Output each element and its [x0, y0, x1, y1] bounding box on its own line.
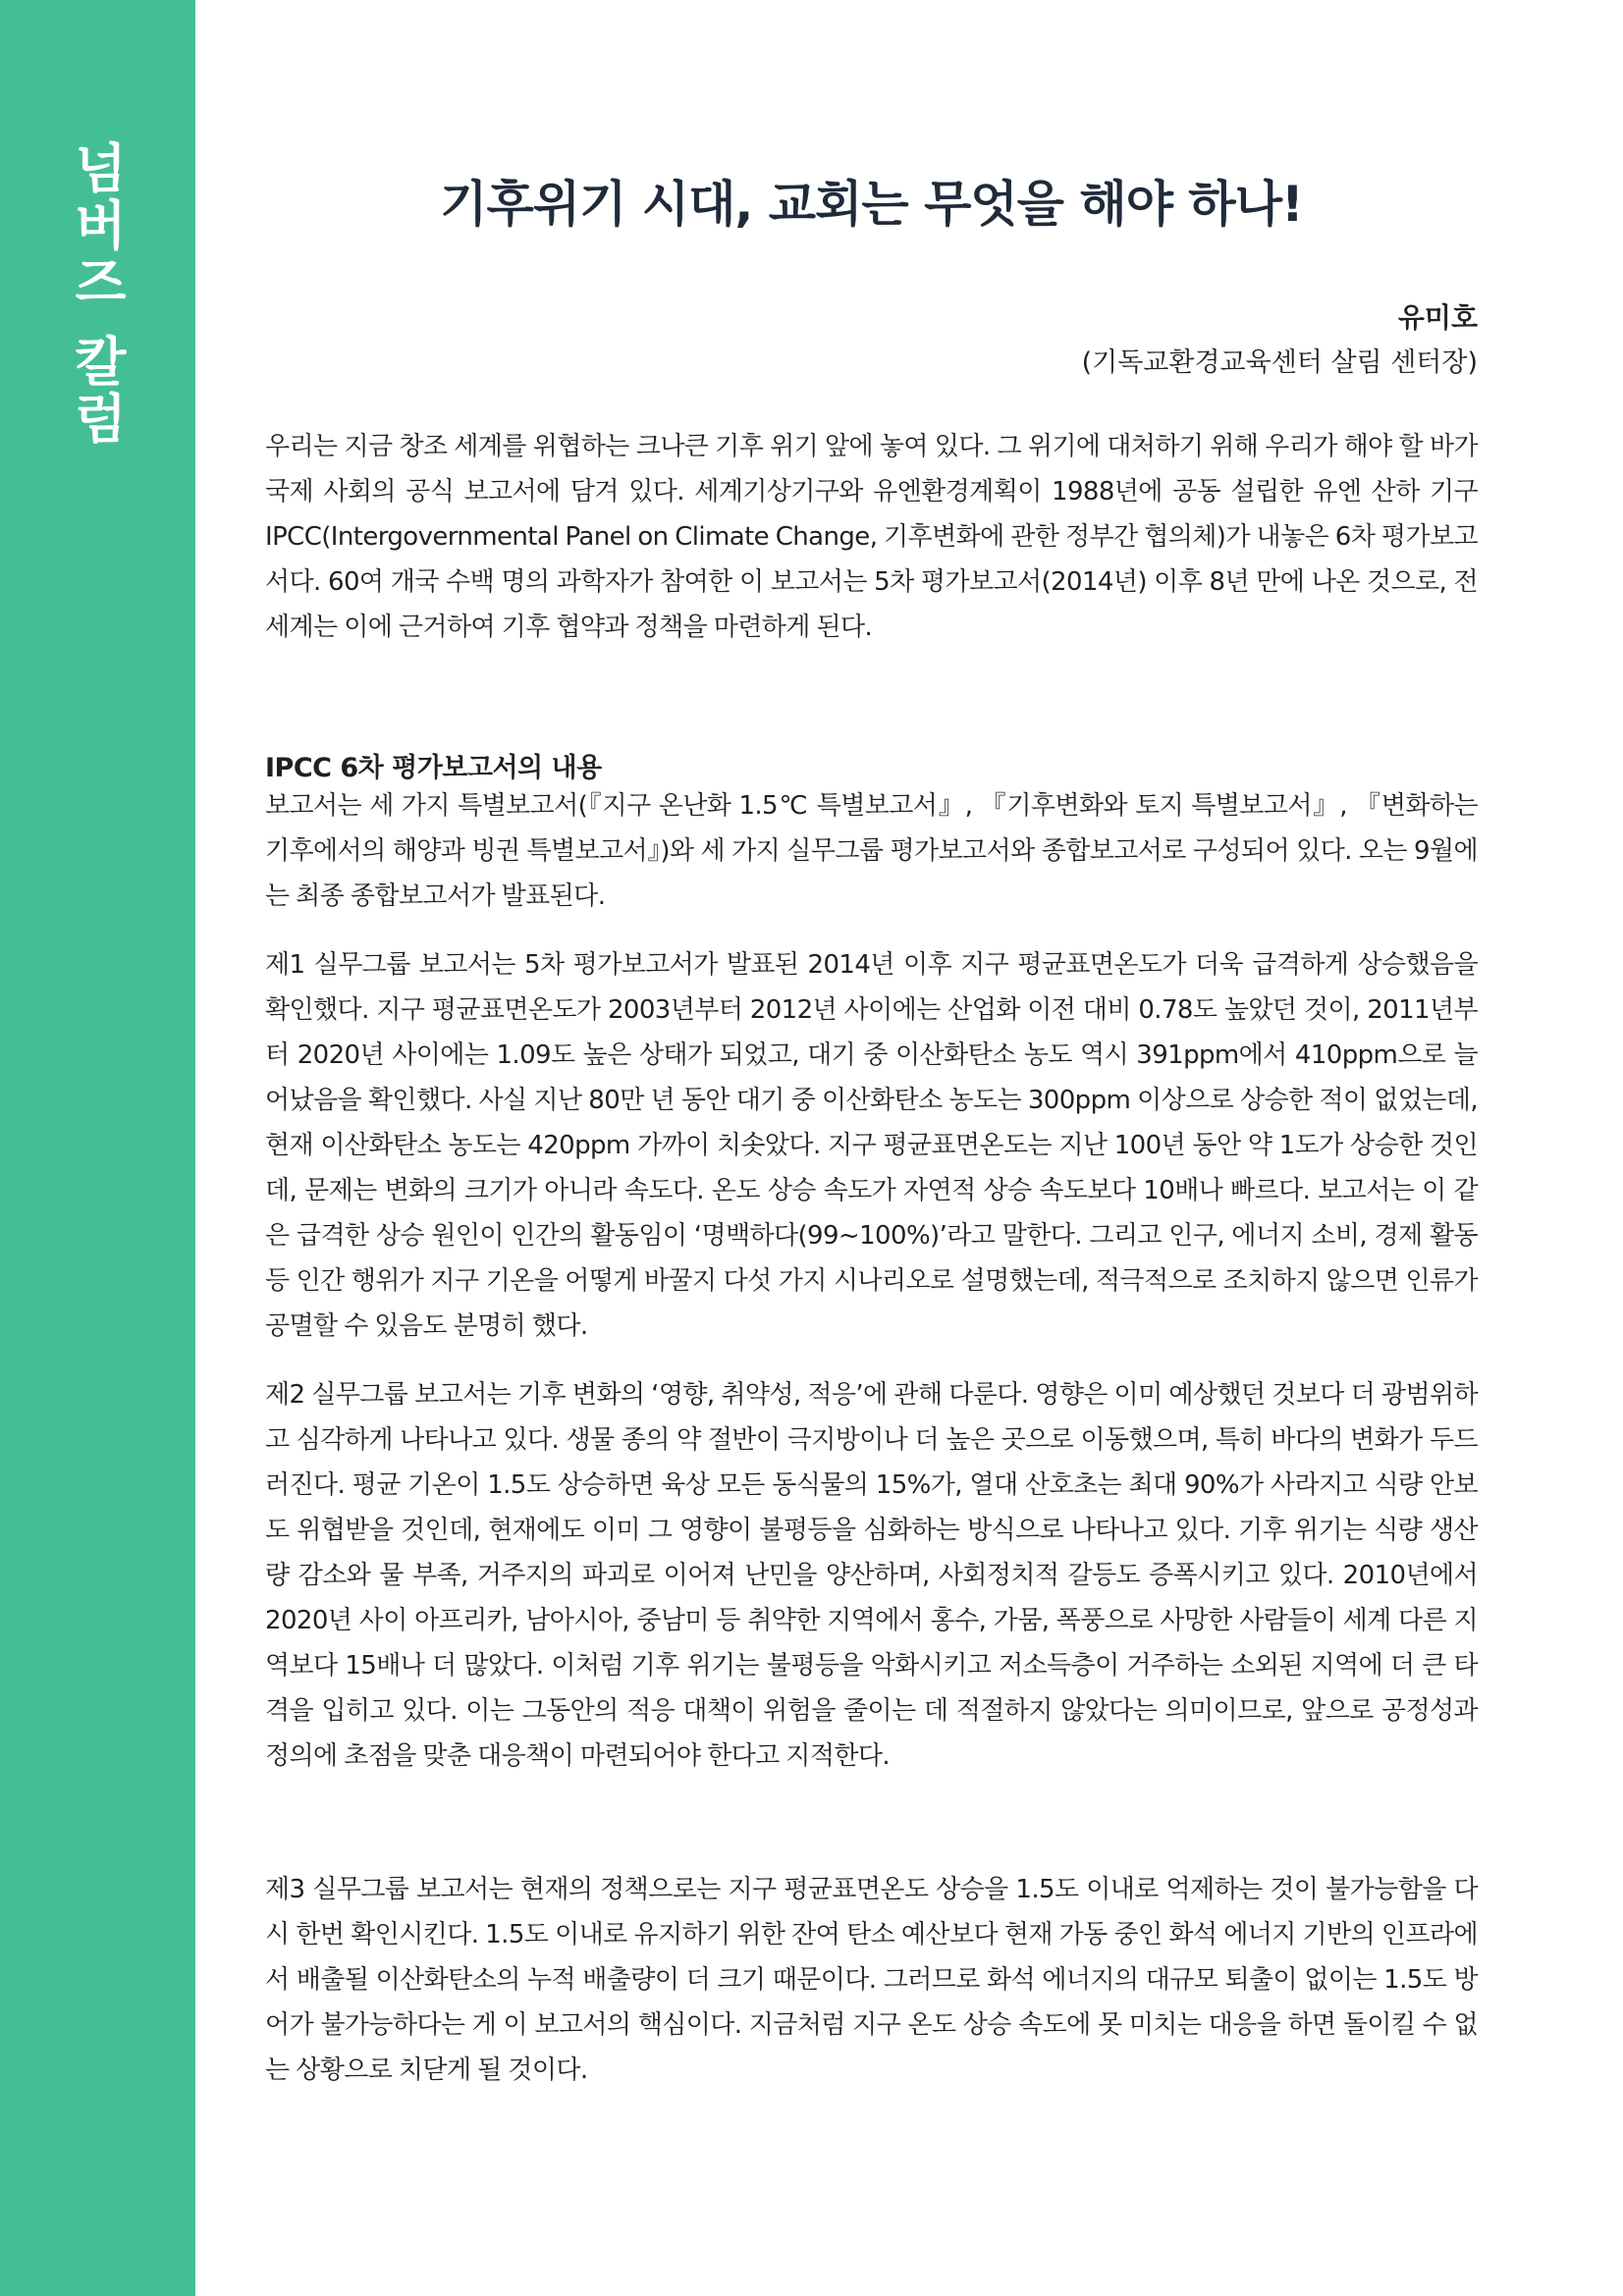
column-category-label: 넘버즈 칼럼 [66, 140, 128, 448]
side-color-band [0, 0, 195, 2296]
author-affiliation: (기독교환경교육센터 살림 센터장) [1081, 347, 1478, 378]
paragraph-working-group-3: 제3 실무그룹 보고서는 현재의 정책으로는 지구 평균표면온도 상승을 1.5도 이내로 억제하는 것이 불가능함을 다시 한번 확인시킨다. 1.5도 이내로 유지하기 위한 잔여 탄소 예산보다 현재 가동 중인 화석 에너지 기반의 인프라에서 배출될 이산화탄소의 누적 배출량이 더 크기 때문이다. 그러므로 화석 에너지의 대규모 퇴출이 없이는 1.5도 방어가 불가능하다는 게 이 보고서의 핵심이다. 지금처럼 지구 온도 상승 속도에 못 미치는 대응을 하면 돌이킬 수 없는 상황으로 치닫게 될 것이다. [265, 1875, 1478, 2085]
paragraph-working-group-1: 제1 실무그룹 보고서는 5차 평가보고서가 발표된 2014년 이후 지구 평균표면온도가 더욱 급격하게 상승했음을 확인했다. 지구 평균표면온도가 2003년부터 2012년 사이에는 산업화 이전 대비 0.78도 높았던 것이, 2011년부터 2020년 사이에는 1.09도 높은 상태가 되었고, 대기 중 이산화탄소 농도 역시 391ppm에서 410ppm으로 늘어났음을 확인했다. 사실 지난 80만 년 동안 대기 중 이산화탄소 농도는 300ppm 이상으로 상승한 적이 없었는데, 현재 이산화탄소 농도는 420ppm 가까이 치솟았다. 지구 평균표면온도는 지난 100년 동안 약 1도가 상승한 것인데, 문제는 변화의 크기가 아니라 속도다. 온도 상승 속도가 자연적 상승 속도보다 10배나 빠르다. 보고서는 이 같은 급격한 상승 원인이 인간의 활동임이 ‘명백하다(99~100%)’라고 말한다. 그리고 인구, 에너지 소비, 경제 활동 등 인간 행위가 지구 기온을 어떻게 바꿀지 다섯 가지 시나리오로 설명했는데, 적극적으로 조치하지 않으면 인류가 공멸할 수 있음도 분명히 했다. [265, 950, 1478, 1341]
section-heading: IPCC 6차 평가보고서의 내용 [265, 753, 602, 783]
paragraph-working-group-2: 제2 실무그룹 보고서는 기후 변화의 ‘영향, 취약성, 적응’에 관해 다룬다. 영향은 이미 예상했던 것보다 더 광범위하고 심각하게 나타나고 있다. 생물 종의 약 절반이 극지방이나 더 높은 곳으로 이동했으며, 특히 바다의 변화가 두드러진다. 평균 기온이 1.5도 상승하면 육상 모든 동식물의 15%가, 열대 산호초는 최대 90%가 사라지고 식량 안보도 위협받을 것인데, 현재에도 이미 그 영향이 불평등을 심화하는 방식으로 나타나고 있다. 기후 위기는 식량 생산량 감소와 물 부족, 거주지의 파괴로 이어져 난민을 양산하며, 사회정치적 갈등도 증폭시키고 있다. 2010년에서 2020년 사이 아프리카, 남아시아, 중남미 등 취약한 지역에서 홍수, 가뭄, 폭풍으로 사망한 사람들이 세계 다른 지역보다 15배나 더 많았다. 이처럼 기후 위기는 불평등을 악화시키고 저소득층이 거주하는 소외된 지역에 더 큰 타격을 입히고 있다. 이는 그동안의 적응 대책이 위험을 줄이는 데 적절하지 않았다는 의미이므로, 앞으로 공정성과 정의에 초점을 맞춘 대응책이 마련되어야 한다고 지적한다. [265, 1380, 1478, 1771]
intro-paragraph: 우리는 지금 창조 세계를 위협하는 크나큰 기후 위기 앞에 놓여 있다. 그 위기에 대처하기 위해 우리가 해야 할 바가 국제 사회의 공식 보고서에 담겨 있다. 세계기상기구와 유엔환경계획이 1988년에 공동 설립한 유엔 산하 기구 IPCC(Intergovernmental Panel on Climate Change, 기후변화에 관한 정부간 협의체)가 내놓은 6차 평가보고서다. 60여 개국 수백 명의 과학자가 참여한 이 보고서는 5차 평가보고서(2014년) 이후 8년 만에 나온 것으로, 전 세계는 이에 근거하여 기후 협약과 정책을 마련하게 된다. [265, 432, 1478, 642]
author-name: 유미호 [1397, 301, 1478, 334]
paragraph-special-reports: 보고서는 세 가지 특별보고서(『지구 온난화 1.5℃ 특별보고서』, 『기후변화와 토지 특별보고서』, 『변화하는 기후에서의 해양과 빙권 특별보고서』)와 세 가지 실무그룹 평가보고서와 종합보고서로 구성되어 있다. 오는 9월에는 최종 종합보고서가 발표된다. [265, 791, 1478, 911]
article-title: 기후위기 시대, 교회는 무엇을 해야 하나! [440, 176, 1303, 233]
